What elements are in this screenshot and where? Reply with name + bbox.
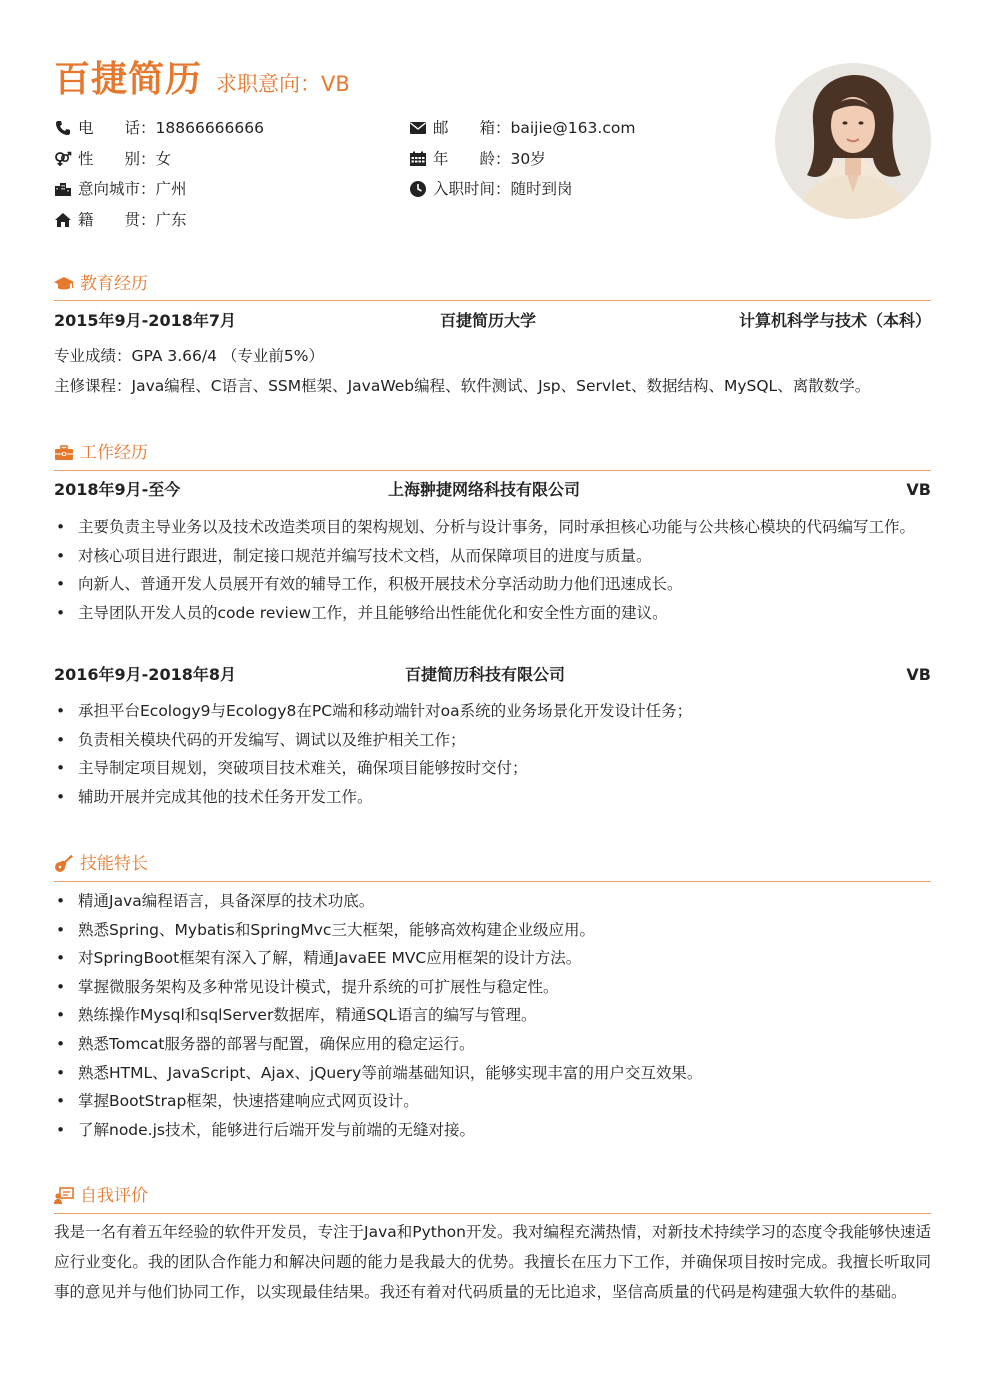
age-value: 30岁 (510, 150, 546, 168)
entry-value: 随时到岗 (510, 180, 573, 198)
list-item: • 主导团队开发人员的code review工作，并且能够给出性能优化和安全性方面的建议。 (54, 599, 931, 628)
phone-icon (54, 119, 72, 137)
education-score: 专业成绩：GPA 3.66/4 （专业前5%） (54, 347, 325, 365)
job-intent: 求职意向：VB (216, 72, 350, 96)
skills-section-title (54, 852, 148, 876)
list-item: • 掌握微服务架构及多种常见设计模式，提升系统的可扩展性与稳定性。 (54, 973, 931, 1002)
list-item: • 承担平台Ecology9与Ecology8在PC端和移动端针对oa系统的业务场景化开发设计任务； (54, 697, 931, 726)
entry-label: 入职时间： (433, 180, 511, 198)
list-item: • 对SpringBoot框架有深入了解，精通JavaEE MVC应用框架的设计方法。 (54, 944, 931, 973)
list-item: • 掌握BootStrap框架，快速搭建响应式网页设计。 (54, 1087, 931, 1116)
presenter-icon (54, 1187, 74, 1205)
job-2-duties (54, 697, 931, 811)
job-role: VB (906, 480, 931, 499)
phone-label: 电 话： (78, 119, 156, 137)
envelope-icon (409, 119, 427, 137)
home-icon (54, 211, 72, 229)
self-eval-section-title (54, 1184, 148, 1208)
profile-photo (775, 63, 931, 219)
calendar-icon (409, 150, 427, 168)
work-section-title (54, 441, 148, 465)
age-label: 年 龄： (433, 150, 511, 168)
education-school: 百捷简历大学 (440, 311, 537, 330)
education-period: 2015年9月-2018年7月 (54, 311, 236, 330)
job-1-duties (54, 513, 931, 627)
education-section-title (54, 272, 148, 296)
education-courses: 主修课程：Java编程、C语言、SSM框架、JavaWeb编程、软件测试、Jsp、Servlet、数据结构、MySQL、离散数学。 (54, 377, 871, 395)
skills-list (54, 887, 931, 1144)
education-major: 计算机科学与技术（本科） (738, 311, 931, 330)
email-value: baijie@163.com (510, 119, 636, 137)
skills-divider (54, 881, 931, 882)
candidate-name: 百捷简历 (54, 59, 203, 100)
list-item: • 负责相关模块代码的开发编写、调试以及维护相关工作； (54, 726, 931, 755)
skills-title-text: 技能特长 (80, 854, 148, 874)
list-item: • 向新人、普通开发人员展开有效的辅导工作，积极开展技术分享活动助力他们迅速成长。 (54, 570, 931, 599)
work-divider (54, 470, 931, 471)
entry-field (409, 178, 573, 200)
city-label: 意向城市： (78, 180, 156, 198)
job-role: VB (906, 665, 931, 684)
work-title-text: 工作经历 (80, 443, 148, 463)
building-icon (54, 180, 72, 198)
list-item: • 熟悉HTML、JavaScript、Ajax、jQuery等前端基础知识，能够实现丰富的用户交互效果。 (54, 1059, 931, 1088)
job-period: 2016年9月-2018年8月 (54, 665, 236, 684)
list-item: • 熟悉Tomcat服务器的部署与配置，确保应用的稳定运行。 (54, 1030, 931, 1059)
job-period: 2018年9月-至今 (54, 480, 181, 499)
education-divider (54, 300, 931, 301)
gender-icon (54, 150, 72, 168)
job-company: 百捷简历科技有限公司 (405, 665, 566, 684)
self-eval-text: 我是一名有着五年经验的软件开发员，专注于Java和Python开发。我对编程充满热情，对新技术持续学习的态度令我能够快速适应行业变化。我的团队合作能力和解决问题的能力是我最大的优势。我擅长在压力下工作，并确保项目按时完成。我擅长听取同事的意见并与他们协同工作，以实现最佳结果。我还有着对代码质量的无比追求，坚信高质量的代码是构建强大软件的基础。 (54, 1223, 931, 1301)
self-eval-title-text: 自我评价 (80, 1186, 148, 1206)
city-field (54, 178, 187, 200)
phone-field (54, 117, 264, 139)
list-item: • 熟悉Spring、Mybatis和SpringMvc三大框架，能够高效构建企业级应用。 (54, 916, 931, 945)
guitar-icon (54, 855, 74, 873)
clock-icon (409, 180, 427, 198)
gender-value: 女 (155, 150, 172, 168)
list-item: • 主导制定项目规划，突破项目技术难关，确保项目能够按时交付； (54, 754, 931, 783)
native-value: 广东 (155, 211, 187, 229)
graduation-cap-icon (54, 275, 74, 293)
list-item: • 熟练操作Mysql和sqlServer数据库，精通SQL语言的编写与管理。 (54, 1001, 931, 1030)
list-item: • 对核心项目进行跟进，制定接口规范并编写技术文档，从而保障项目的进度与质量。 (54, 542, 931, 571)
phone-value: 18866666666 (155, 119, 264, 137)
age-field (409, 148, 546, 170)
self-eval-divider (54, 1213, 931, 1214)
list-item: • 主要负责主导业务以及技术改造类项目的架构规划、分析与设计事务，同时承担核心功能与公共核心模块的代码编写工作。 (54, 513, 931, 542)
native-field (54, 209, 187, 231)
email-field (409, 117, 635, 139)
gender-field (54, 148, 171, 170)
job-company: 上海翀捷网络科技有限公司 (388, 480, 581, 499)
list-item: • 辅助开展并完成其他的技术任务开发工作。 (54, 783, 931, 812)
gender-label: 性 别： (78, 150, 156, 168)
native-label: 籍 贯： (78, 211, 156, 229)
city-value: 广州 (155, 180, 187, 198)
education-title-text: 教育经历 (80, 274, 148, 294)
briefcase-icon (54, 444, 74, 462)
list-item: • 精通Java编程语言，具备深厚的技术功底。 (54, 887, 931, 916)
list-item: • 了解node.js技术，能够进行后端开发与前端的无缝对接。 (54, 1116, 931, 1145)
email-label: 邮 箱： (433, 119, 511, 137)
